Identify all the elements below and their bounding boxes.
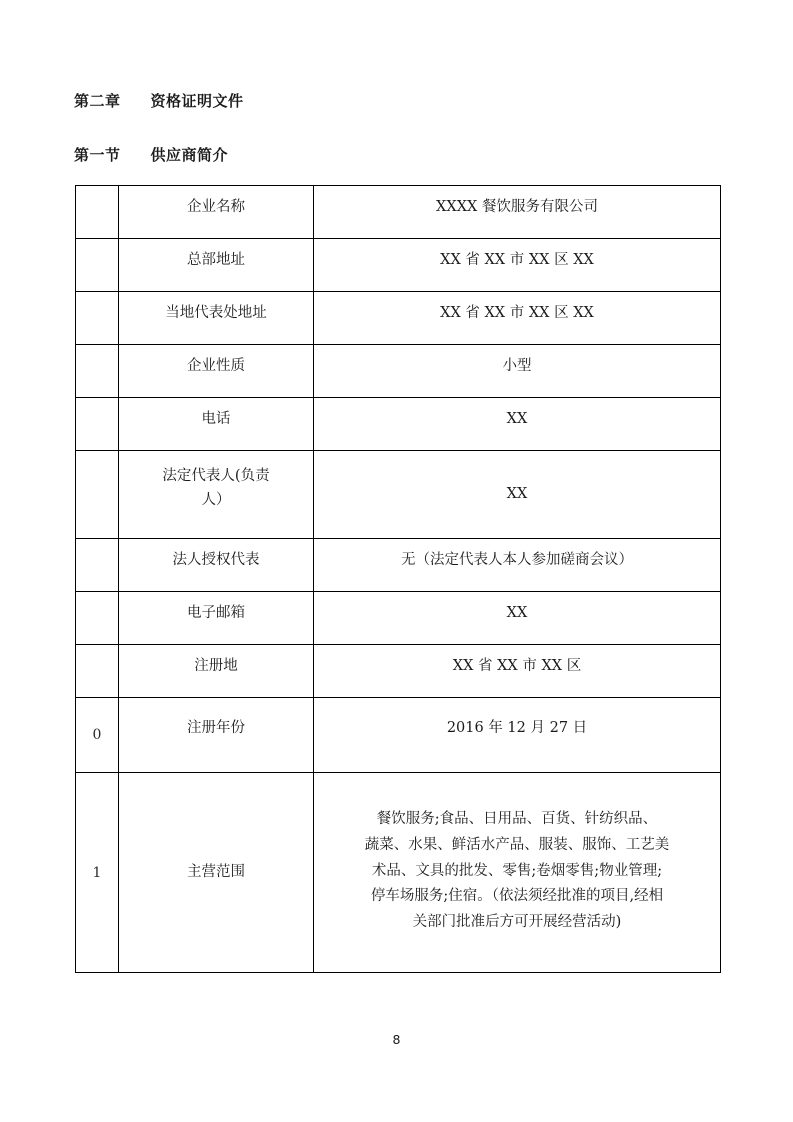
row-number-cell: 1	[76, 773, 119, 973]
row-label-cell	[119, 698, 314, 773]
row-label-line: 法定代表人(负责	[162, 468, 270, 485]
row-label-cell	[119, 186, 314, 239]
business-scope-line: 停车场服务;住宿。（依法须经批准的项目,经相	[370, 888, 664, 905]
row-value-text: 小型	[502, 358, 532, 375]
row-number-cell	[76, 398, 119, 451]
row-number-cell	[76, 345, 119, 398]
row-label-cell	[119, 539, 314, 592]
row-label-cell	[119, 345, 314, 398]
row-value-cell	[314, 451, 721, 539]
row-label-cell	[119, 773, 314, 973]
table-row	[76, 698, 721, 773]
row-label-text: 电子邮箱	[187, 605, 245, 622]
row-number-cell	[76, 186, 119, 239]
row-value-cell	[314, 645, 721, 698]
row-value-text: XX 省 XX 市 XX 区 XX	[440, 252, 594, 269]
section-heading-number: 第一节	[74, 146, 121, 164]
table-row	[76, 345, 721, 398]
row-value-text: XX	[506, 485, 528, 502]
row-value-text: XXXX 餐饮服务有限公司	[436, 199, 598, 216]
business-scope-line: 蔬菜、水果、鲜活水产品、服装、服饰、工艺美	[364, 836, 670, 853]
supplier-profile-table	[75, 185, 721, 973]
row-value-cell	[314, 345, 721, 398]
row-value-cell	[314, 539, 721, 592]
business-scope-line: 术品、文具的批发、零售;卷烟零售;物业管理;	[371, 862, 663, 879]
table-row	[76, 592, 721, 645]
table-row	[76, 186, 721, 239]
table-row	[76, 239, 721, 292]
row-label-cell	[119, 592, 314, 645]
row-label-line: 人）	[201, 491, 231, 508]
table-row	[76, 773, 721, 973]
page-number: 8	[392, 1032, 401, 1047]
row-number-cell	[76, 592, 119, 645]
chapter-heading	[74, 94, 244, 109]
row-label-text: 注册年份	[187, 720, 245, 737]
table-row	[76, 292, 721, 345]
section-heading	[74, 148, 228, 163]
row-number-cell: 0	[76, 698, 119, 773]
row-number-cell	[76, 292, 119, 345]
row-value-cell	[314, 186, 721, 239]
row-label-text: 主营范围	[187, 863, 245, 880]
row-label-cell	[119, 292, 314, 345]
row-number-cell	[76, 239, 119, 292]
row-label-text: 电话	[201, 411, 231, 428]
chapter-heading-title: 资格证明文件	[150, 92, 244, 110]
row-label-text: 法人授权代表	[172, 552, 260, 569]
row-label-text: 注册地	[194, 658, 238, 675]
row-label-cell	[119, 451, 314, 539]
row-label-text: 企业性质	[187, 358, 245, 375]
row-value-text: XX 省 XX 市 XX 区	[452, 658, 582, 675]
business-scope-line: 关部门批准后方可开展经营活动)	[412, 914, 622, 931]
row-value-cell-business-scope	[314, 773, 721, 973]
row-number-cell	[76, 539, 119, 592]
row-number-cell	[76, 645, 119, 698]
business-scope-line: 餐饮服务;食品、日用品、百货、针纺织品、	[376, 811, 658, 827]
row-label-text: 总部地址	[187, 252, 245, 269]
row-label-cell	[119, 239, 314, 292]
table-row	[76, 539, 721, 592]
row-value-cell	[314, 292, 721, 345]
chapter-heading-number: 第二章	[74, 92, 121, 110]
row-value-cell	[314, 398, 721, 451]
row-value-text: XX 省 XX 市 XX 区 XX	[440, 305, 594, 322]
row-number-cell	[76, 451, 119, 539]
section-heading-title: 供应商简介	[150, 146, 229, 164]
row-value-cell	[314, 239, 721, 292]
row-label-cell	[119, 645, 314, 698]
table-row	[76, 645, 721, 698]
row-value-cell	[314, 698, 721, 773]
table-row	[76, 398, 721, 451]
row-value-text: 2016 年 12 月 27 日	[446, 720, 588, 737]
row-label-text: 当地代表处地址	[165, 305, 267, 322]
row-label-text	[131, 465, 301, 512]
row-value-cell	[314, 592, 721, 645]
row-value-text: XX	[506, 605, 528, 622]
row-value-text: 无（法定代表人本人参加磋商会议）	[401, 552, 633, 569]
table-row	[76, 451, 721, 539]
row-label-cell	[119, 398, 314, 451]
row-label-text: 企业名称	[187, 199, 245, 216]
row-value-text: XX	[506, 411, 528, 428]
